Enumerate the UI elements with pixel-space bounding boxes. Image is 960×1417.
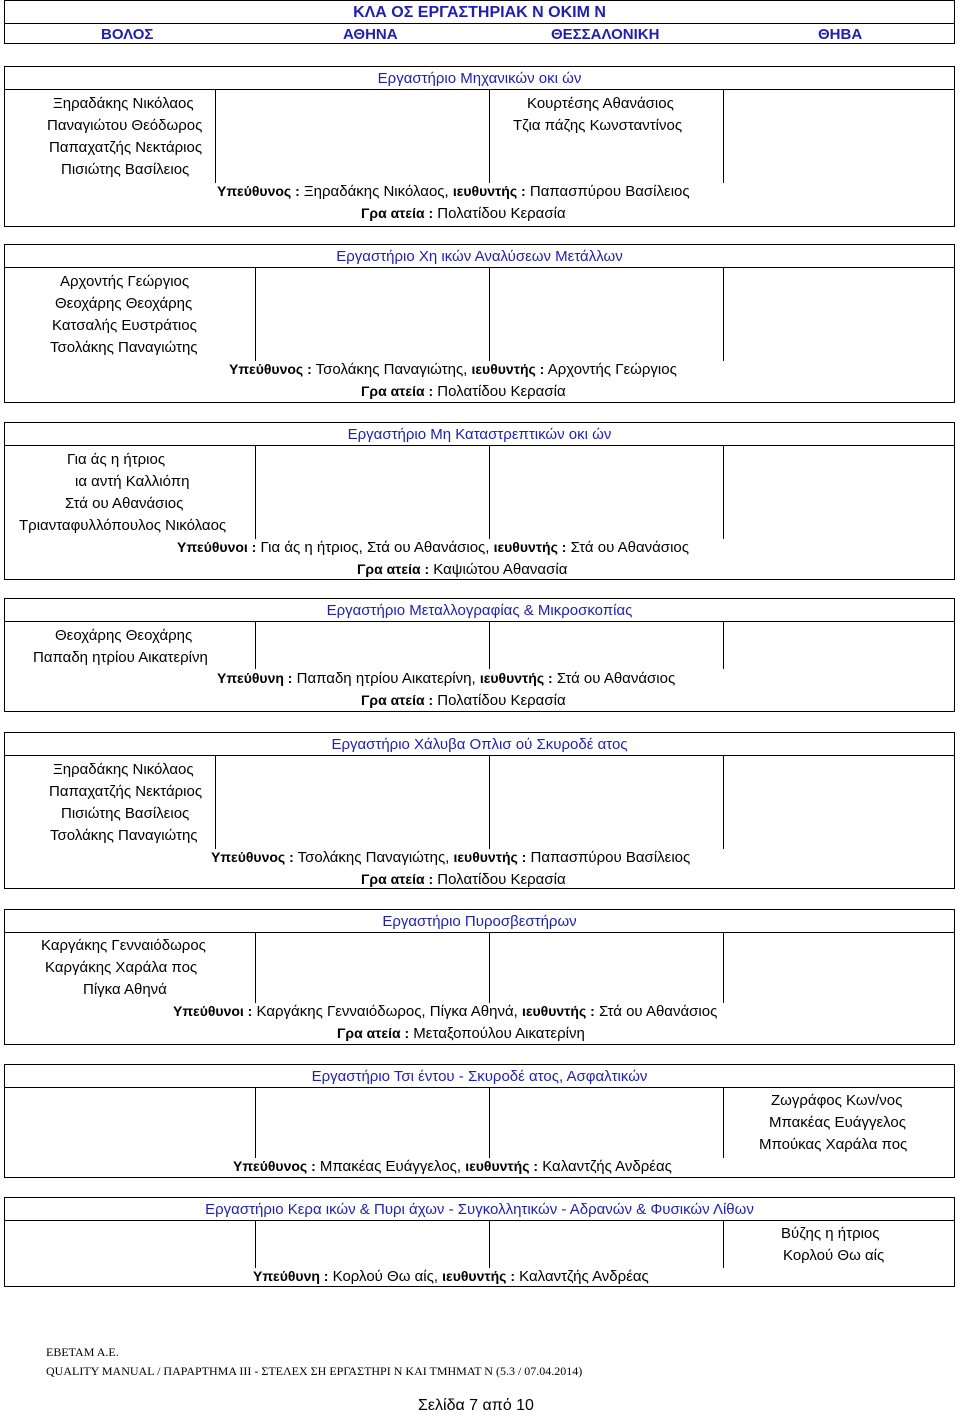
- director-label: ιευθυντής :: [521, 1003, 595, 1019]
- divider: [5, 1087, 954, 1088]
- member-name: Καργάκης Χαράλα πος: [45, 959, 198, 976]
- city-athens: ΑΘΗΝΑ: [343, 26, 398, 43]
- divider: [489, 445, 490, 539]
- city-thessaloniki: ΘΕΣΣΑΛΟΝΙΚΗ: [551, 26, 660, 43]
- member-name: Θεοχάρης Θεοχάρης: [55, 627, 193, 644]
- lab-title: Εργαστήριο Μη Καταστρεπτικών οκι ών: [347, 426, 612, 443]
- director-value: Αρχοντής Γεώργιος: [547, 361, 677, 378]
- divider: [723, 89, 724, 183]
- lab-section-chemical: [4, 244, 955, 403]
- secretariat-line: [361, 383, 566, 400]
- responsible-label: Υπεύθυνος :: [229, 361, 312, 377]
- responsible-line: [253, 1268, 649, 1285]
- responsible-value: Για άς η ήτριος, Στά ου Αθανάσιος,: [260, 539, 490, 556]
- secretariat-label: Γρα ατεία :: [357, 561, 430, 577]
- lab-section-steel: [4, 732, 955, 889]
- divider: [215, 89, 216, 183]
- responsible-label: Υπεύθυνοι :: [177, 539, 257, 555]
- responsible-label: Υπεύθυνος :: [217, 183, 300, 199]
- director-value: Παπασπύρου Βασίλειος: [529, 183, 690, 200]
- divider: [489, 1087, 490, 1158]
- divider: [489, 89, 490, 183]
- lab-title: Εργαστήριο Πυροσβεστήρων: [382, 913, 577, 930]
- director-value: Καλαντζής Ανδρέας: [542, 1158, 672, 1175]
- lab-title: Εργαστήριο Χη ικών Αναλύσεων Μετάλλων: [336, 248, 623, 265]
- divider: [255, 1220, 256, 1268]
- responsible-line: [177, 539, 689, 556]
- secretariat-label: Γρα ατεία :: [361, 383, 434, 399]
- responsible-line: [211, 849, 690, 866]
- responsible-line: [229, 361, 677, 378]
- lab-section-ndt: [4, 422, 955, 580]
- director-label: ιευθυντής :: [493, 539, 567, 555]
- director-value: Παπασπύρου Βασίλειος: [530, 849, 691, 866]
- director-label: ιευθυντής :: [471, 361, 545, 377]
- lab-title: Εργαστήριο Χάλυβα Οπλισ ού Σκυροδέ ατος: [331, 736, 628, 753]
- responsible-line: [173, 1003, 717, 1020]
- lab-section-extinguishers: [4, 909, 955, 1045]
- member-name: Για άς η ήτριος: [67, 451, 166, 468]
- member-name: Μπούκας Χαράλα πος: [759, 1136, 908, 1153]
- secretariat-line: [361, 871, 566, 888]
- divider: [5, 1220, 954, 1221]
- member-name: Θεοχάρης Θεοχάρης: [55, 295, 193, 312]
- member-name: Αρχοντής Γεώργιος: [60, 273, 190, 290]
- lab-title: Εργαστήριο Κερα ικών & Πυρι άχων - Συγκολλητικών - Αδρανών & Φυσικών Λίθων: [205, 1201, 754, 1218]
- member-name: Στά ου Αθανάσιος: [65, 495, 184, 512]
- responsible-value: Μπακέας Ευάγγελος,: [319, 1158, 462, 1175]
- responsible-label: Υπεύθυνος :: [233, 1158, 316, 1174]
- divider: [5, 445, 954, 446]
- member-name: Πισιώτης Βασίλειος: [61, 805, 190, 822]
- member-name: Παπαχατζής Νεκτάριος: [49, 783, 203, 800]
- divider: [489, 932, 490, 1003]
- divider: [255, 932, 256, 1003]
- secretariat-line: [361, 205, 566, 222]
- lab-title: Εργαστήριο Τσι έντου - Σκυροδέ ατος, Ασφαλτικών: [311, 1068, 648, 1085]
- responsible-value: Κορλού Θω αίς,: [332, 1268, 438, 1285]
- director-label: ιευθυντής :: [465, 1158, 539, 1174]
- lab-title: Εργαστήριο Μεταλλογραφίας & Μικροσκοπίας: [326, 602, 633, 619]
- responsible-line: [217, 670, 675, 687]
- responsible-label: Υπεύθυνη :: [217, 670, 293, 686]
- secretariat-value: Πολατίδου Κερασία: [437, 692, 566, 709]
- member-name: Ξηραδάκης Νικόλαος: [53, 95, 194, 112]
- divider: [255, 621, 256, 669]
- secretariat-line: [361, 692, 566, 709]
- divider: [723, 932, 724, 1003]
- lab-title: Εργαστήριο Μηχανικών οκι ών: [377, 70, 582, 87]
- member-name: Πισιώτης Βασίλειος: [61, 161, 190, 178]
- member-name: Βύζης η ήτριος: [781, 1225, 880, 1242]
- city-thiva: ΘΗΒΑ: [818, 26, 863, 43]
- divider: [255, 445, 256, 539]
- divider: [489, 267, 490, 361]
- responsible-value: Τσολάκης Παναγιώτης,: [297, 849, 450, 866]
- member-name: Τζια πάζης Κωνσταντίνος: [513, 117, 683, 134]
- member-name: Τσολάκης Παναγιώτης: [50, 827, 198, 844]
- lab-section-ceramics: [4, 1197, 955, 1287]
- member-name: Κορλού Θω αίς: [783, 1247, 885, 1264]
- city-volos: ΒΟΛΟΣ: [101, 26, 154, 43]
- divider: [255, 267, 256, 361]
- director-label: ιευθυντής :: [452, 183, 526, 199]
- secretariat-value: Πολατίδου Κερασία: [437, 205, 566, 222]
- member-name: Παπαδη ητρίου Αικατερίνη: [33, 649, 208, 666]
- member-name: Κουρτέσης Αθανάσιος: [527, 95, 674, 112]
- member-name: Πίγκα Αθηνά: [83, 981, 167, 998]
- secretariat-value: Καψιώτου Αθανασία: [433, 561, 568, 578]
- page-number: Σελίδα 7 από 10: [418, 1397, 534, 1414]
- member-name: Τσολάκης Παναγιώτης: [50, 339, 198, 356]
- divider: [489, 755, 490, 849]
- lab-section-metallography: [4, 598, 955, 712]
- secretariat-label: Γρα ατεία :: [337, 1025, 410, 1041]
- director-label: ιευθυντής :: [453, 849, 527, 865]
- divider: [5, 932, 954, 933]
- member-name: Τριανταφυλλόπουλος Νικόλαος: [19, 517, 227, 534]
- divider: [255, 1087, 256, 1158]
- divider: [5, 621, 954, 622]
- divider: [5, 755, 954, 756]
- responsible-label: Υπεύθυνοι :: [173, 1003, 253, 1019]
- divider: [723, 755, 724, 849]
- secretariat-label: Γρα ατεία :: [361, 205, 434, 221]
- director-value: Καλαντζής Ανδρέας: [519, 1268, 649, 1285]
- responsible-value: Καργάκης Γενναιόδωρος, Πίγκα Αθηνά,: [256, 1003, 518, 1020]
- member-name: Παναγιώτου Θεόδωρος: [47, 117, 203, 134]
- divider: [723, 445, 724, 539]
- divider: [5, 267, 954, 268]
- divider: [489, 1220, 490, 1268]
- member-name: Ζωγράφος Κων/νος: [771, 1092, 903, 1109]
- member-name: Καργάκης Γενναιόδωρος: [41, 937, 206, 954]
- director-value: Στά ου Αθανάσιος: [556, 670, 676, 687]
- header-table: [4, 0, 955, 44]
- director-label: ιευθυντής :: [479, 670, 553, 686]
- footer-manual: QUALITY MANUAL / ΠΑΡΑΡΤΗΜΑ ΙΙΙ - ΣΤΕΛΕΧ ΣΗ ΕΡΓΑΣΤΗΡΙ Ν ΚΑΙ ΤΜΗΜΑΤ Ν (5.3 / 07.04.2014): [46, 1364, 583, 1378]
- responsible-value: Παπαδη ητρίου Αικατερίνη,: [296, 670, 476, 687]
- divider: [723, 621, 724, 669]
- member-name: Κατσαλής Ευστράτιος: [52, 317, 197, 334]
- responsible-label: Υπεύθυνη :: [253, 1268, 329, 1284]
- lab-section-mechanical: [4, 66, 955, 227]
- responsible-line: [233, 1158, 672, 1175]
- director-value: Στά ου Αθανάσιος: [598, 1003, 718, 1020]
- document-title: ΚΛΑ ΟΣ ΕΡΓΑΣΤΗΡΙΑΚ Ν ΟΚΙΜ Ν: [353, 4, 606, 21]
- divider: [723, 267, 724, 361]
- secretariat-label: Γρα ατεία :: [361, 871, 434, 887]
- divider: [215, 755, 216, 849]
- responsible-value: Τσολάκης Παναγιώτης,: [315, 361, 468, 378]
- secretariat-label: Γρα ατεία :: [361, 692, 434, 708]
- lab-section-cement: [4, 1064, 955, 1178]
- header-divider: [5, 23, 954, 24]
- responsible-value: Ξηραδάκης Νικόλαος,: [303, 183, 449, 200]
- member-name: Μπακέας Ευάγγελος: [769, 1114, 906, 1131]
- secretariat-line: [337, 1025, 585, 1042]
- member-name: ια αντή Καλλιόπη: [75, 473, 190, 490]
- member-name: Παπαχατζής Νεκτάριος: [49, 139, 203, 156]
- director-value: Στά ου Αθανάσιος: [570, 539, 689, 556]
- divider: [489, 621, 490, 669]
- secretariat-value: Μεταξοπούλου Αικατερίνη: [413, 1025, 585, 1042]
- director-label: ιευθυντής :: [442, 1268, 515, 1284]
- secretariat-value: Πολατίδου Κερασία: [437, 383, 566, 400]
- divider: [5, 89, 954, 90]
- responsible-line: [217, 183, 690, 200]
- responsible-label: Υπεύθυνος :: [211, 849, 294, 865]
- member-name: Ξηραδάκης Νικόλαος: [53, 761, 194, 778]
- secretariat-line: [357, 561, 567, 578]
- footer-company: ΕΒΕΤΑΜ Α.Ε.: [46, 1345, 119, 1359]
- secretariat-value: Πολατίδου Κερασία: [437, 871, 566, 888]
- divider: [723, 1220, 724, 1268]
- divider: [723, 1087, 724, 1158]
